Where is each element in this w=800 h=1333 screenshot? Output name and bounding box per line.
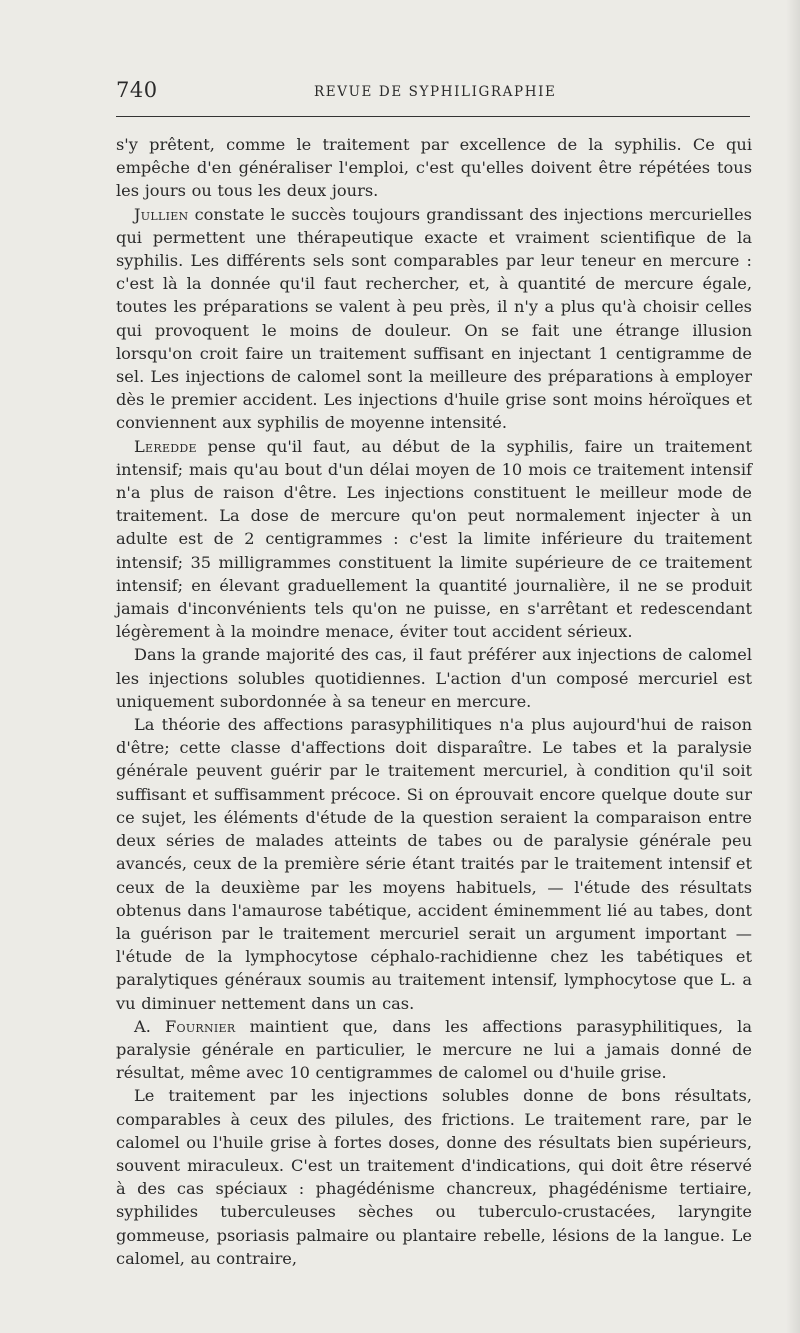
- paragraph-text: maintient que, dans les affections parasyphilitiques, la paralysie générale en particulier, le mercure ne lui a jamais donné de résultat, même avec 10 centigrammes de calomel ou d'huile grise.: [116, 1016, 753, 1083]
- paragraph-2: [116, 203, 752, 435]
- paragraph-1: s'y prêtent, comme le traitement par excellence de la syphilis. Ce qui empêche d'en généraliser l'emploi, c'est qu'elles doivent être répétées tous les jours ou tous les deux jours.: [116, 135, 752, 201]
- running-title: REVUE DE SYPHILIGRAPHIE: [314, 84, 557, 100]
- page-edge-shadow: [786, 0, 800, 1333]
- author-name: Jullien: [134, 204, 189, 224]
- paragraph-3: [116, 435, 752, 644]
- paragraph-4: Dans la grande majorité des cas, il faut préférer aux injections de calomel les injections solubles quotidiennes. L'action d'un composé mercuriel est uniquement subordonnée à sa teneur en mercure.: [116, 645, 752, 711]
- paragraph-6: [116, 1015, 752, 1085]
- paragraph-5: La théorie des affections parasyphilitiques n'a plus aujourd'hui de raison d'être; cette classe d'affections doit disparaître. Le tabes et la paralysie générale peuvent guérir par le traitement mercuriel, à condition qu'il soit suffisant et suffisamment précoce. Si on éprouvait encore quelque doute sur ce sujet, les éléments d'étude de la question seraient la comparaison entre deux séries de malades atteints de tabes ou de paralysie générale peu avancés, ceux de la première série étant traités par le traitement intensif et ceux de la deuxième par les moyens habituels, — l'étude des résultats obtenus dans l'amaurose tabétique, accident éminemment lié au tabes, dont la guérison par le traitement mercuriel serait un argument important — l'étude de la lymphocytose céphalo-rachidienne chez les tabétiques et paralytiques généraux soumis au traitement intensif, lymphocytose que L. a vu diminuer nettement dans un cas.: [116, 715, 752, 1013]
- author-name: Fournier: [164, 1016, 236, 1036]
- author-initial: A.: [134, 1016, 165, 1036]
- author-name: Leredde: [134, 436, 197, 456]
- paragraph-text: pense qu'il faut, au début de la syphilis, faire un traitement intensif; mais qu'au bout d'un délai moyen de 10 mois ce traitement intensif n'a plus de raison d'être. Les injections constituent le meilleur mode de traitement. La dose de mercure qu'on peut normalement injecter à un adulte est de 2 centigrammes : c'est la limite inférieure du traitement intensif; 35 milligrammes constituent la limite supérieure de ce traitement intensif; en élevant graduellement la quantité journalière, il ne se produit jamais d'inconvénients tels qu'on ne puisse, en s'arrêtant et redescendant légèrement à la moindre menace, éviter tout accident sérieux.: [116, 436, 752, 642]
- header-rule: [116, 116, 750, 117]
- paragraph-7: Le traitement par les injections solubles donne de bons résultats, comparables à ceux des pilules, des frictions. Le traitement rare, par le calomel ou l'huile grise à fortes doses, donne des résultats bien supérieurs, souvent miraculeux. C'est un traitement d'indications, qui doit être réservé à des cas spéciaux : phagédénisme chancreux, phagédénisme tertiaire, syphilides tuberculeuses sèches ou tuberculo-crustacées, laryngite gommeuse, psoriasis palmaire ou plantaire rebelle, lésions de la langue. Le calomel, au contraire,: [116, 1086, 752, 1268]
- body-text: [116, 133, 752, 1270]
- page-number: 740: [116, 78, 158, 102]
- paragraph-text: constate le succès toujours grandissant des injections mercurielles qui permettent une thérapeutique exacte et vraiment scientifique de la syphilis. Les différents sels sont comparables par leur teneur en mercure : c'est là la donnée qu'il faut rechercher, et, à quantité de mercure égale, toutes les préparations se valent à peu près, il n'y a plus qu'à choisir celles qui provoquent le moins de douleur. On se fait une étrange illusion lorsqu'on croit faire un traitement suffisant en injectant 1 centigramme de sel. Les injections de calomel sont la meilleure des préparations à employer dès le premier accident. Les injections d'huile grise sont moins héroïques et conviennent aux syphilis de moyenne intensité.: [116, 204, 752, 433]
- page-header: [116, 78, 750, 110]
